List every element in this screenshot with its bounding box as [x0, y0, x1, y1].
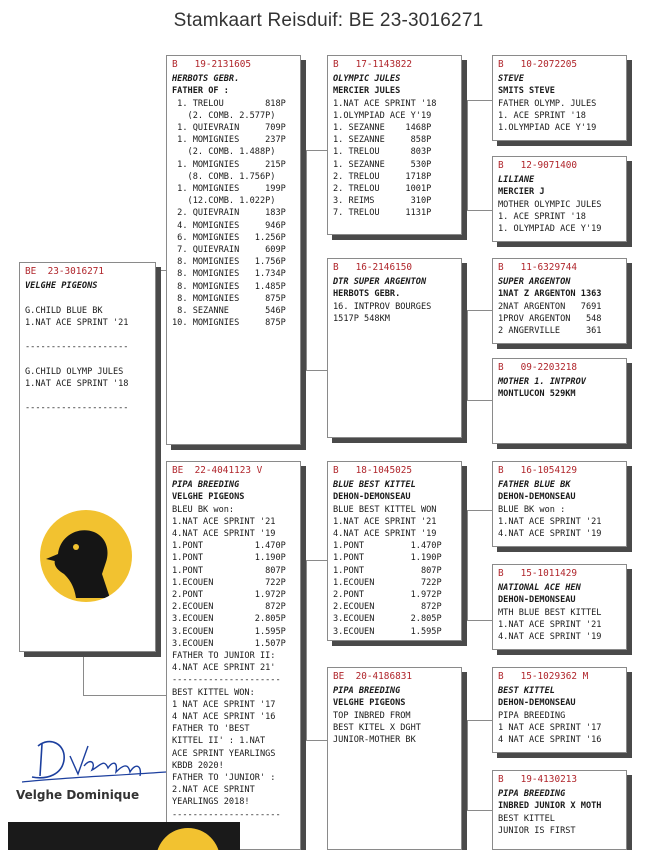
connector — [83, 695, 168, 696]
ring-number: B 11-6329744 — [498, 262, 578, 273]
connector — [306, 560, 328, 561]
connector — [306, 370, 328, 371]
pedigree-line: TOP INBRED FROM — [333, 710, 411, 721]
pedigree-line: FATHER TO 'BEST — [172, 724, 250, 735]
pedigree-line: 1.ECOUEN 722P — [172, 577, 286, 588]
pedigree-line: G.CHILD OLYMP JULES — [25, 366, 124, 377]
pedigree-line: 3.ECOUEN 1.595P — [333, 626, 442, 637]
pedigree-line: 1PROV ARGENTON 548 — [498, 313, 602, 324]
owner-name: FATHER OF : — [172, 86, 229, 97]
pedigree-card-mf-mother — [492, 564, 627, 650]
pedigree-line: -------------------- — [25, 342, 129, 353]
pedigree-line: 1.PONT 1.470P — [172, 541, 286, 552]
pedigree-line: 1. SEZANNE 1468P — [333, 123, 432, 134]
pedigree-line: 1. TRELOU 818P — [172, 98, 286, 109]
pedigree-line: -------------------- — [25, 403, 129, 414]
pedigree-line — [25, 390, 150, 402]
pedigree-line: 2. TRELOU 1001P — [333, 184, 432, 195]
pedigree-line: JUNIOR IS FIRST — [498, 825, 576, 836]
pedigree-line: FATHER TO JUNIOR II: — [172, 651, 276, 662]
pedigree-line: --------------------- — [172, 675, 281, 686]
pedigree-line: 3.ECOUEN 2.805P — [172, 614, 286, 625]
connector — [306, 150, 307, 370]
ring-number: BE 20-4186831 — [333, 671, 413, 682]
connector — [467, 720, 468, 810]
pedigree-line: G.CHILD BLUE BK — [25, 305, 103, 316]
pedigree-card-mm-mother — [492, 770, 627, 850]
pedigree-line: MTH BLUE BEST KITTEL — [498, 607, 602, 618]
pedigree-line: 2.PONT 1.972P — [172, 590, 286, 601]
pigeon-name: VELGHE PIGEONS — [25, 281, 98, 292]
pedigree-line: 7. TRELOU 1131P — [333, 208, 432, 219]
pedigree-card-mf-father — [492, 461, 627, 547]
pedigree-line: 1.PONT 1.190P — [172, 553, 286, 564]
pedigree-card-ff-father — [492, 55, 627, 141]
connector — [306, 560, 307, 740]
pedigree-line: 2.PONT 1.972P — [333, 590, 442, 601]
ring-number: B 10-2072205 — [498, 59, 578, 70]
ring-number: BE 22-4041123 V — [172, 465, 263, 476]
pedigree-line: YEARLINGS 2018! — [172, 797, 250, 808]
owner-name: SMITS STEVE — [498, 86, 555, 97]
pedigree-line: 1.NAT ACE SPRINT '18 — [25, 378, 129, 389]
connector — [467, 310, 468, 400]
owner-name: DEHON-DEMONSEAU — [498, 492, 576, 503]
pigeon-name: LILIANE — [498, 175, 535, 186]
pigeon-name: PIPA BREEDING — [498, 789, 566, 800]
connector — [467, 510, 468, 620]
pedigree-line: 2.NAT ACE SPRINT — [172, 785, 255, 796]
pedigree-line: 6. MOMIGNIES 1.256P — [172, 232, 286, 243]
pedigree-line: ACE SPRINT YEARLINGS — [172, 748, 276, 759]
pedigree-line: 1. OLYMPIAD ACE Y'19 — [498, 224, 602, 235]
pigeon-name: BLUE BEST KITTEL — [333, 480, 416, 491]
pedigree-line: 1. MOMIGNIES 199P — [172, 184, 286, 195]
pedigree-line: 1. SEZANNE 858P — [333, 135, 432, 146]
connector — [467, 310, 492, 311]
ring-number: B 15-1029362 M — [498, 671, 589, 682]
pedigree-line: 1. ACE SPRINT '18 — [498, 110, 586, 121]
pedigree-line: 2.ECOUEN 872P — [172, 602, 286, 613]
connector — [467, 210, 492, 211]
pigeon-name: FATHER BLUE BK — [498, 480, 571, 491]
pedigree-line: 1. MOMIGNIES 237P — [172, 135, 286, 146]
pedigree-line: 1517P 548KM — [333, 313, 390, 324]
pedigree-line: 1.PONT 807P — [172, 565, 286, 576]
pedigree-line — [25, 329, 150, 341]
ring-number: B 09-2203218 — [498, 362, 578, 373]
ring-number: B 15-1011429 — [498, 568, 578, 579]
pedigree-line: 1. MOMIGNIES 215P — [172, 159, 286, 170]
owner-name: 1NAT Z ARGENTON 1363 — [498, 289, 602, 300]
pedigree-line: 8. MOMIGNIES 1.485P — [172, 281, 286, 292]
pedigree-line: (12.COMB. 1.022P) — [172, 196, 276, 207]
pedigree-line: BLUE BK won : — [498, 504, 566, 515]
pedigree-line: 8. MOMIGNIES 1.734P — [172, 269, 286, 280]
pedigree-line: 3.ECOUEN 1.507P — [172, 638, 286, 649]
pedigree-line: FATHER TO 'JUNIOR' : — [172, 773, 276, 784]
pedigree-line: 2. TRELOU 1718P — [333, 171, 432, 182]
pedigree-line: BEST KITTEL WON: — [172, 687, 255, 698]
handwritten-signature-icon — [18, 732, 168, 790]
connector — [467, 720, 492, 721]
pedigree-line: 3. REIMS 310P — [333, 196, 432, 207]
owner-name: DEHON-DEMONSEAU — [498, 698, 576, 709]
owner-name: DEHON-DEMONSEAU — [498, 595, 576, 606]
pigeon-name: SUPER ARGENTON — [498, 277, 571, 288]
pedigree-line: BEST KITEL X DGHT — [333, 722, 421, 733]
connector — [467, 100, 492, 101]
pedigree-line: 4.NAT ACE SPRINT '19 — [172, 529, 276, 540]
pedigree-line: BLEU BK won: — [172, 504, 235, 515]
footer-logo-bar — [8, 822, 240, 850]
pedigree-line: BLUE BEST KITTEL WON — [333, 504, 437, 515]
pedigree-line: 3.ECOUEN 2.805P — [333, 614, 442, 625]
pedigree-line: JUNIOR-MOTHER BK — [333, 735, 416, 746]
pedigree-line: 1 NAT ACE SPRINT '17 — [172, 699, 276, 710]
pedigree-line: 7. QUIEVRAIN 609P — [172, 245, 286, 256]
pedigree-line: --------------------- — [172, 809, 281, 820]
pedigree-line: 4 NAT ACE SPRINT '16 — [172, 712, 276, 723]
ring-number: B 16-2146150 — [333, 262, 413, 273]
pedigree-line: 8. SEZANNE 546P — [172, 306, 286, 317]
pedigree-line: 8. MOMIGNIES 875P — [172, 293, 286, 304]
ring-number: BE 23-3016271 — [25, 266, 105, 277]
pedigree-line: 1.NAT ACE SPRINT '21 — [498, 516, 602, 527]
pedigree-card-fm-mother — [492, 358, 627, 444]
pedigree-line: KBDB 2020! — [172, 760, 224, 771]
signature-name: Velghe Dominique — [16, 788, 140, 802]
pedigree-line: KITTEL II' : 1.NAT — [172, 736, 266, 747]
pigeon-name: DTR SUPER ARGENTON — [333, 277, 427, 288]
owner-name: VELGHE PIGEONS — [333, 698, 406, 709]
pedigree-card-mother — [166, 461, 301, 850]
connector — [467, 100, 468, 210]
pedigree-line: BEST KITTEL — [498, 813, 555, 824]
pedigree-line: 1.NAT ACE SPRINT '21 — [172, 516, 276, 527]
pedigree-card-ff-mother — [492, 156, 627, 242]
pedigree-line: 2 ANGERVILLE 361 — [498, 326, 602, 337]
pedigree-line: 1. SEZANNE 530P — [333, 159, 432, 170]
pedigree-line: 1. ACE SPRINT '18 — [498, 211, 586, 222]
pigeon-name: STEVE — [498, 74, 524, 85]
page-title: Stamkaart Reisduif: BE 23-3016271 — [173, 10, 484, 31]
pedigree-line: (2. COMB. 1.488P) — [172, 147, 276, 158]
owner-name: MERCIER JULES — [333, 86, 401, 97]
connector — [467, 400, 492, 401]
pedigree-card-mother-father — [327, 461, 462, 641]
pedigree-line: 4.NAT ACE SPRINT '19 — [333, 529, 437, 540]
pedigree-line: (2. COMB. 2.577P) — [172, 110, 276, 121]
connector — [467, 510, 492, 511]
pedigree-line: 4 NAT ACE SPRINT '16 — [498, 735, 602, 746]
pedigree-card-mother-mother — [327, 667, 462, 850]
pedigree-line: (8. COMB. 1.756P) — [172, 171, 276, 182]
ring-number: B 18-1045025 — [333, 465, 413, 476]
owner-name: MERCIER J — [498, 187, 545, 198]
connector — [83, 650, 84, 695]
pedigree-line — [25, 292, 150, 304]
pedigree-card-father — [166, 55, 301, 445]
pedigree-line: 1 NAT ACE SPRINT '17 — [498, 722, 602, 733]
pedigree-card-father-mother — [327, 258, 462, 438]
pedigree-line: 1. TRELOU 803P — [333, 147, 432, 158]
pedigree-line — [25, 353, 150, 365]
pedigree-line: 2NAT ARGENTON 7691 — [498, 301, 602, 312]
pigeon-name: PIPA BREEDING — [172, 480, 240, 491]
pedigree-line: 1.NAT ACE SPRINT '21 — [333, 516, 437, 527]
pigeon-name: BEST KITTEL — [498, 686, 555, 697]
owner-name: DEHON-DEMONSEAU — [333, 492, 411, 503]
pedigree-line: 1.OLYMPIAD ACE Y'19 — [498, 123, 597, 134]
owner-name: MONTLUCON 529KM — [498, 389, 576, 400]
pedigree-line: 4.NAT ACE SPRINT 21' — [172, 663, 276, 674]
ring-number: B 19-4130213 — [498, 774, 578, 785]
pedigree-line: 3.ECOUEN 1.595P — [172, 626, 286, 637]
pedigree-line: 1.NAT ACE SPRINT '18 — [333, 98, 437, 109]
pedigree-line: 10. MOMIGNIES 875P — [172, 318, 286, 329]
pedigree-line: 1.NAT ACE SPRINT '21 — [25, 317, 129, 328]
pedigree-line: 1.PONT 1.470P — [333, 541, 442, 552]
pedigree-line: 8. MOMIGNIES 1.756P — [172, 257, 286, 268]
owner-name: HERBOTS GEBR. — [333, 289, 401, 300]
pigeon-head-logo-icon — [40, 510, 132, 602]
pedigree-card-fm-father — [492, 258, 627, 344]
pigeon-name: NATIONAL ACE HEN — [498, 583, 581, 594]
pedigree-line: 1.PONT 807P — [333, 565, 442, 576]
pedigree-line: 1.OLYMPIAD ACE Y'19 — [333, 110, 432, 121]
pedigree-line: 1.ECOUEN 722P — [333, 577, 442, 588]
pedigree-line: MOTHER OLYMPIC JULES — [498, 199, 602, 210]
connector — [467, 810, 492, 811]
pedigree-line: 1.NAT ACE SPRINT '21 — [498, 619, 602, 630]
pigeon-name: HERBOTS GEBR. — [172, 74, 240, 85]
pedigree-line: 4.NAT ACE SPRINT '19 — [498, 529, 602, 540]
pedigree-line: 2.ECOUEN 872P — [333, 602, 442, 613]
connector — [306, 150, 328, 151]
connector — [306, 740, 328, 741]
pedigree-line: FATHER OLYMP. JULES — [498, 98, 597, 109]
pedigree-card-mm-father — [492, 667, 627, 753]
ring-number: B 12-9071400 — [498, 160, 578, 171]
connector — [467, 620, 492, 621]
pigeon-name: PIPA BREEDING — [333, 686, 401, 697]
pedigree-line: 4. MOMIGNIES 946P — [172, 220, 286, 231]
owner-name: INBRED JUNIOR X MOTH — [498, 801, 602, 812]
pedigree-line: 4.NAT ACE SPRINT '19 — [498, 632, 602, 643]
pedigree-line: 2. QUIEVRAIN 183P — [172, 208, 286, 219]
pedigree-line: 1.PONT 1.190P — [333, 553, 442, 564]
owner-name: VELGHE PIGEONS — [172, 492, 245, 503]
pedigree-card-father-father — [327, 55, 462, 235]
pigeon-name: OLYMPIC JULES — [333, 74, 401, 85]
pedigree-line: 16. INTPROV BOURGES — [333, 301, 432, 312]
ring-number: B 19-2131605 — [172, 59, 252, 70]
pigeon-name: MOTHER 1. INTPROV — [498, 377, 586, 388]
pedigree-line: PIPA BREEDING — [498, 710, 566, 721]
pedigree-line: 1. QUIEVRAIN 709P — [172, 123, 286, 134]
ring-number: B 17-1143822 — [333, 59, 413, 70]
ring-number: B 16-1054129 — [498, 465, 578, 476]
